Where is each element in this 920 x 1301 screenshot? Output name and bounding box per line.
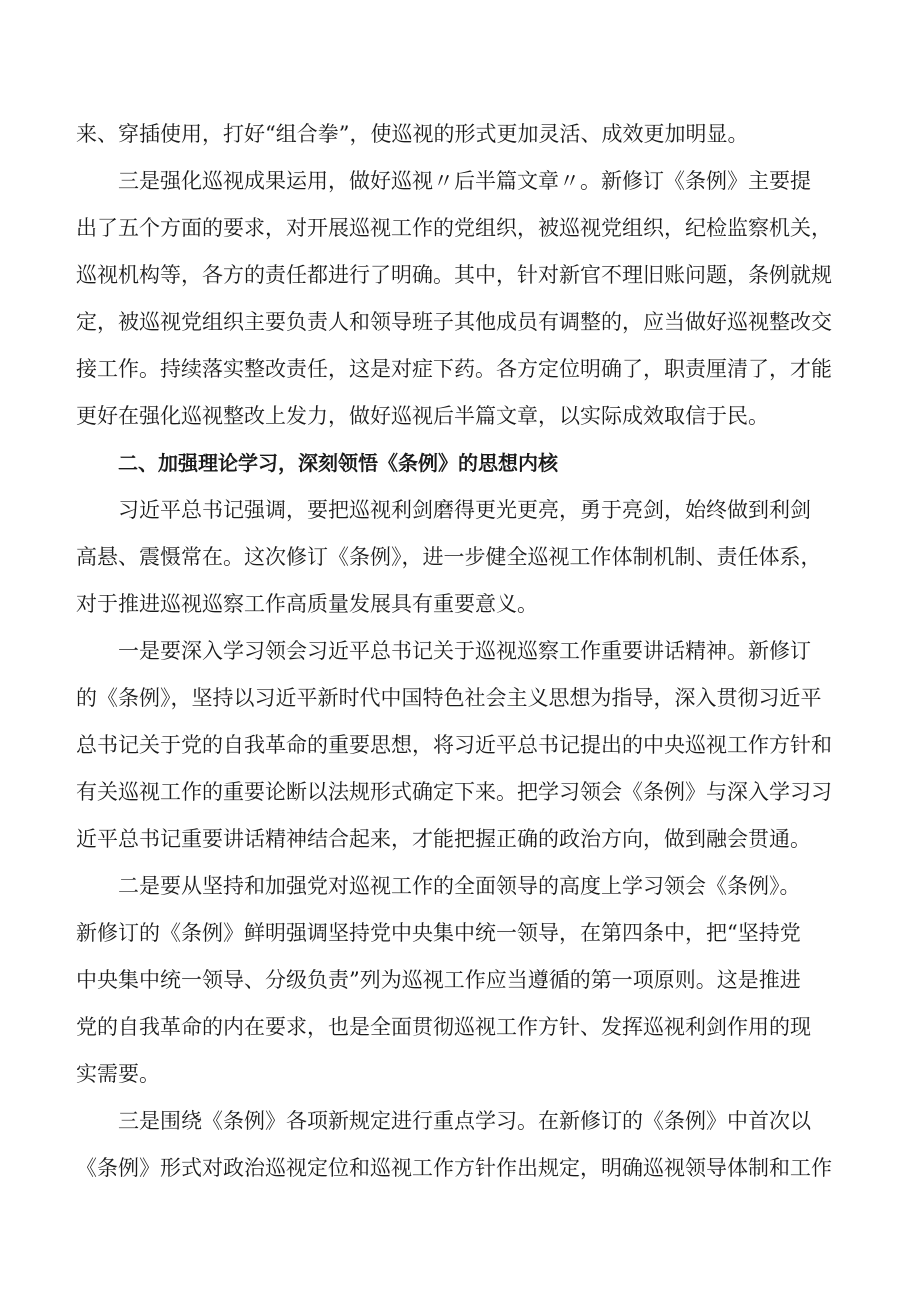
paragraph-first-line: 一是要深入学习领会习近平总书记关于巡视巡察工作重要讲话精神。新修订 (118, 639, 811, 663)
text-line: 实需要。 (76, 1062, 160, 1086)
text-line: 来、穿插使用，打好“组合拳”，使巡视的形式更加灵活、成效更加明显。 (76, 122, 749, 146)
section-heading: 二、加强理论学习，深刻领悟《条例》的思想内核 (118, 451, 558, 475)
text-line: 《条例》形式对政治巡视定位和巡视工作方针作出规定，明确巡视领导体制和工作 (76, 1156, 832, 1180)
text-line: 出了五个方面的要求，对开展巡视工作的党组织，被巡视党组织，纪检监察机关， (76, 216, 832, 240)
text-line: 新修订的《条例》鲜明强调坚持党中央集中统一领导，在第四条中，把“坚持党 (76, 921, 801, 945)
paragraph-first-line: 三是围绕《条例》各项新规定进行重点学习。在新修订的《条例》中首次以 (118, 1109, 811, 1133)
text-line: 总书记关于党的自我革命的重要思想，将习近平总书记提出的中央巡视工作方针和 (76, 733, 832, 757)
paragraph-first-line: 三是强化巡视成果运用，做好巡视〃后半篇文章〃。新修订《条例》主要提 (118, 169, 811, 193)
text-line: 有关巡视工作的重要论断以法规形式确定下来。把学习领会《条例》与深入学习习 (76, 780, 832, 804)
text-line: 的《条例》，坚持以习近平新时代中国特色社会主义思想为指导，深入贯彻习近平 (76, 686, 822, 710)
paragraph-first-line: 二是要从坚持和加强党对巡视工作的全面领导的高度上学习领会《条例》。 (118, 874, 801, 898)
text-line: 更好在强化巡视整改上发力，做好巡视后半篇文章，以实际成效取信于民。 (76, 404, 769, 428)
paragraph-first-line: 习近平总书记强调，要把巡视利剑磨得更光更亮，勇于亮剑，始终做到利剑 (118, 498, 811, 522)
text-line: 中央集中统一领导、分级负责”列为巡视工作应当遵循的第一项原则。这是推进 (76, 968, 801, 992)
text-line: 对于推进巡视巡察工作高质量发展具有重要意义。 (76, 592, 538, 616)
text-line: 定，被巡视党组织主要负责人和领导班子其他成员有调整的，应当做好巡视整改交 (76, 310, 832, 334)
text-line: 接工作。持续落实整改责任，这是对症下药。各方定位明确了，职责厘清了，才能 (76, 357, 832, 381)
text-line: 党的自我革命的内在要求，也是全面贯彻巡视工作方针、发挥巡视利剑作用的现 (76, 1015, 811, 1039)
text-line: 近平总书记重要讲话精神结合起来，才能把握正确的政治方向，做到融会贯通。 (76, 827, 811, 851)
text-line: 巡视机构等，各方的责任都进行了明确。其中，针对新官不理旧账问题，条例就规 (76, 263, 832, 287)
text-line: 高悬、震慑常在。这次修订《条例》，进一步健全巡视工作体制机制、责任体系， (76, 545, 822, 569)
